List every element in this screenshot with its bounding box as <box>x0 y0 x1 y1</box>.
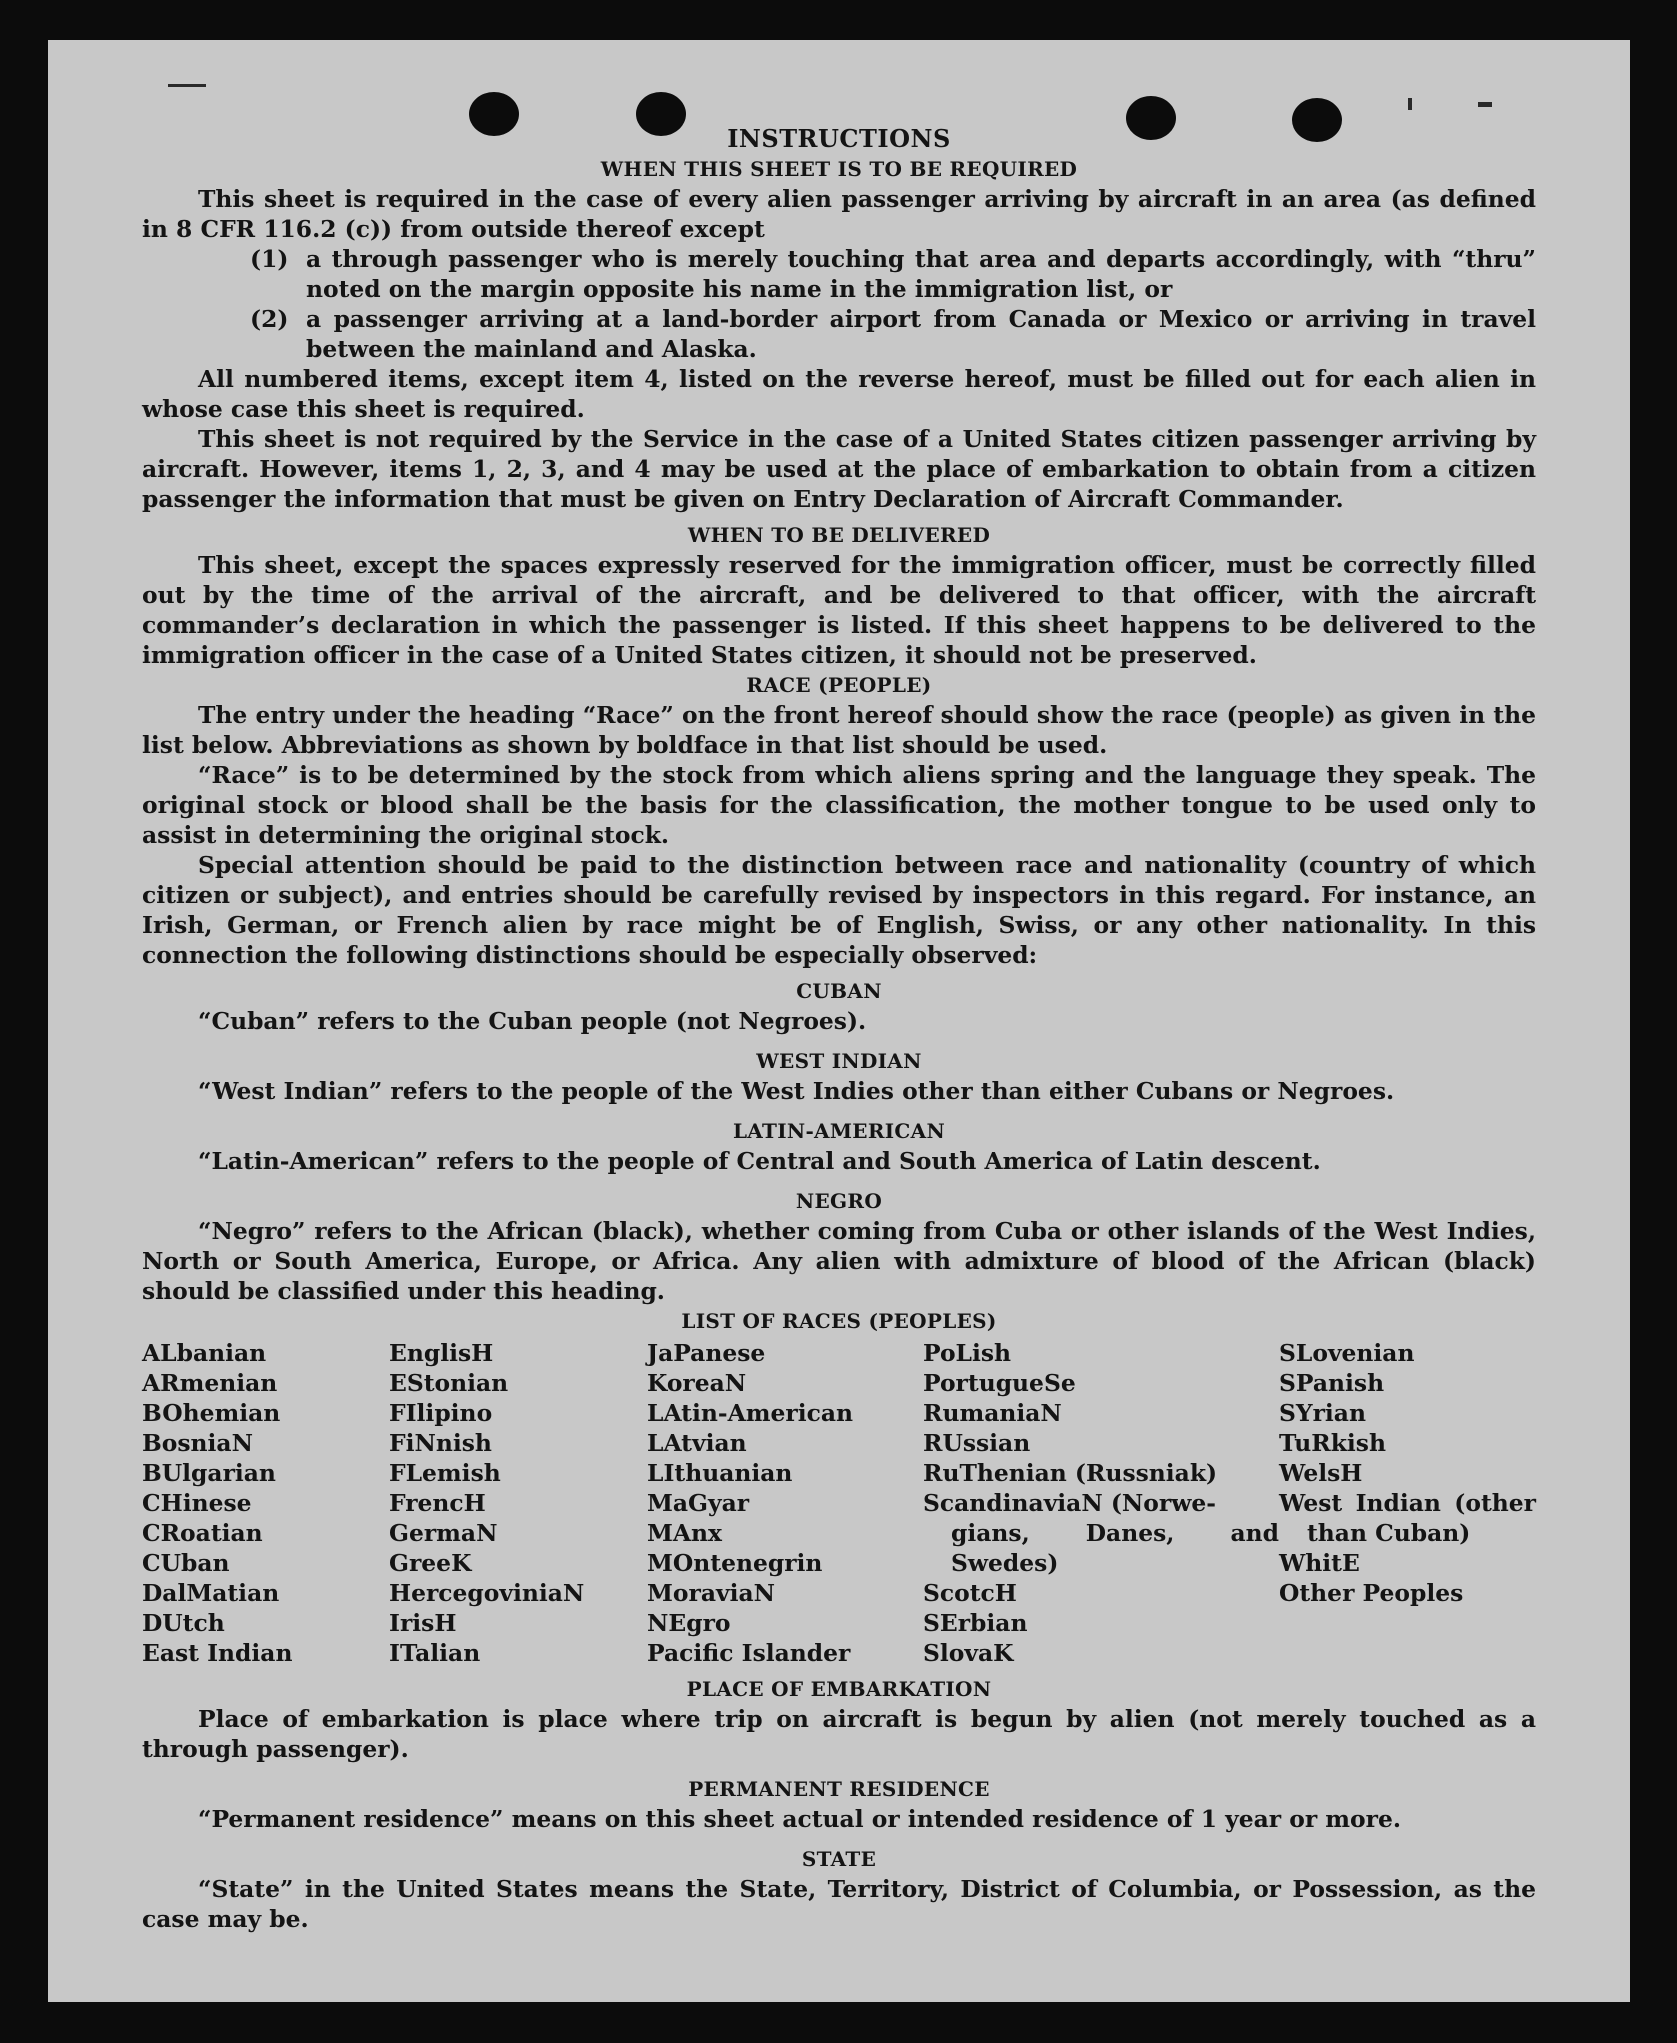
scan-speck <box>1478 102 1492 107</box>
paragraph: “Latin-American” refers to the people of Central and South America of Latin descent. <box>198 1147 1321 1175</box>
paragraph: “Negro” refers to the African (black), whether coming from Cuba or other islands of the West Indies, North or South America, Europe, or Africa. Any alien with admixture of blood of the African (black) should be classified under this heading. <box>142 1217 1536 1305</box>
race-list-item: NEgro <box>647 1609 731 1637</box>
section-heading-race: RACE (PEOPLE) <box>746 673 932 697</box>
scan-speck <box>1408 98 1412 110</box>
race-list-item: MAnx <box>647 1519 722 1547</box>
race-column <box>647 1338 923 1668</box>
race-list-item: SlovaK <box>923 1639 1014 1667</box>
race-list-item: TuRkish <box>1279 1429 1386 1457</box>
race-list-item: ScotcH <box>923 1579 1017 1607</box>
page-title: INSTRUCTIONS <box>727 124 951 153</box>
race-list-item: LAtin-American <box>647 1399 853 1427</box>
race-list-item: ScandinaviaN (Norwe- <box>923 1489 1216 1517</box>
paragraph: “Race” is to be determined by the stock from which aliens spring and the language they speak. The original stock or blood shall be the basis for the classification, the mother tongue to be used only to assist in determining the original stock. <box>142 761 1536 849</box>
race-list-item: Other Peoples <box>1279 1579 1464 1607</box>
section-heading-latin-american: LATIN-AMERICAN <box>732 1119 946 1143</box>
race-column <box>923 1338 1279 1668</box>
paragraph: The entry under the heading “Race” on the front hereof should show the race (people) as given in the list below. Abbreviations as shown by boldface in that list should be used. <box>142 701 1536 759</box>
race-list-item: PoLish <box>923 1339 1012 1367</box>
section-heading-state: STATE <box>801 1847 877 1871</box>
section-heading-negro: NEGRO <box>795 1189 883 1213</box>
race-list-item: WhitE <box>1279 1549 1360 1577</box>
paragraph: This sheet is not required by the Service in the case of a United States citizen passenger arriving by aircraft. However, items 1, 2, 3, and 4 may be used at the place of embarkation to obtain from a citizen passenger the information that must be given on Entry Declaration of Aircraft Commander. <box>142 425 1536 513</box>
race-list-item: DalMatian <box>142 1579 280 1607</box>
section-heading-required: WHEN THIS SHEET IS TO BE REQUIRED <box>600 157 1078 181</box>
race-list <box>142 1338 1536 1668</box>
race-list-item: MoraviaN <box>647 1579 775 1607</box>
race-list-item: BUlgarian <box>142 1459 276 1487</box>
paragraph: “State” in the United States means the State, Territory, District of Columbia, or Possession, as the case may be. <box>142 1875 1536 1933</box>
race-list-item: BOhemian <box>142 1399 281 1427</box>
race-list-item: RUssian <box>923 1429 1031 1457</box>
instructions-content <box>142 124 1536 1934</box>
item-number: (2) <box>250 305 289 333</box>
race-list-item: ITalian <box>389 1639 481 1667</box>
exception-item <box>142 244 1536 304</box>
race-list-item: ARmenian <box>142 1369 278 1397</box>
item-number: (1) <box>250 245 289 273</box>
race-list-item: EStonian <box>389 1369 509 1397</box>
race-list-item: IrisH <box>389 1609 457 1637</box>
paragraph: This sheet, except the spaces expressly reserved for the immigration officer, must be correctly filled out by the time of the arrival of the aircraft, and be delivered to that officer, with the aircraft commander’s declaration in which the passenger is listed. If this sheet happens to be delivered to the immigration officer in the case of a United States citizen, it should not be preserved. <box>142 551 1536 669</box>
paragraph: Place of embarkation is place where trip on aircraft is begun by alien (not merely touched as a through passenger). <box>142 1705 1536 1763</box>
race-list-item: East Indian <box>142 1639 293 1667</box>
item-text: a passenger arriving at a land-border airport from Canada or Mexico or arriving in travel between the mainland and Alaska. <box>306 305 1536 363</box>
race-list-item: MOntenegrin <box>647 1549 823 1577</box>
race-list-item-continuation: than Cuban) <box>1307 1519 1471 1547</box>
race-list-item: GreeK <box>389 1549 472 1577</box>
paragraph: “Permanent residence” means on this sheet actual or intended residence of 1 year or more. <box>198 1805 1401 1833</box>
section-heading-residence: PERMANENT RESIDENCE <box>688 1777 990 1801</box>
paragraph: “West Indian” refers to the people of the West Indies other than either Cubans or Negroes. <box>198 1077 1395 1105</box>
race-list-item: RumaniaN <box>923 1399 1062 1427</box>
race-list-item: SLovenian <box>1279 1339 1415 1367</box>
race-list-item: JaPanese <box>647 1339 766 1367</box>
race-list-item: CRoatian <box>142 1519 263 1547</box>
section-heading-list-of-races: LIST OF RACES (PEOPLES) <box>681 1309 997 1333</box>
race-list-item: HercegoviniaN <box>389 1579 585 1607</box>
race-list-item: MaGyar <box>647 1489 750 1517</box>
race-list-item: FrencH <box>389 1489 486 1517</box>
race-column <box>1279 1338 1536 1668</box>
race-list-item: LAtvian <box>647 1429 747 1457</box>
race-list-item: KoreaN <box>647 1369 747 1397</box>
document-sheet <box>48 40 1630 2002</box>
race-list-item: PortugueSe <box>923 1369 1076 1397</box>
section-heading-west-indian: WEST INDIAN <box>756 1049 922 1073</box>
section-heading-cuban: CUBAN <box>796 979 882 1003</box>
race-list-item: SPanish <box>1279 1369 1385 1397</box>
race-list-item-continuation: gians, Danes, and <box>951 1519 1279 1547</box>
race-list-item: CHinese <box>142 1489 252 1517</box>
race-list-item: SErbian <box>923 1609 1028 1637</box>
paragraph: Special attention should be paid to the distinction between race and nationality (country of which citizen or subject), and entries should be carefully revised by inspectors in this regard. For instance, an Irish, German, or French alien by race might be of English, Swiss, or any other nationality. In this connection the following distinctions should be especially observed: <box>142 851 1536 969</box>
race-list-item: Pacific Islander <box>647 1639 851 1667</box>
race-list-item: GermaN <box>389 1519 498 1547</box>
race-column <box>389 1338 647 1668</box>
race-list-item: SYrian <box>1279 1399 1366 1427</box>
paragraph: All numbered items, except item 4, listed on the reverse hereof, must be filled out for each alien in whose case this sheet is required. <box>142 365 1536 423</box>
race-list-item: LIthuanian <box>647 1459 793 1487</box>
section-heading-embarkation: PLACE OF EMBARKATION <box>686 1677 992 1701</box>
race-list-item: DUtch <box>142 1609 225 1637</box>
scan-speck <box>168 84 206 87</box>
paragraph: This sheet is required in the case of every alien passenger arriving by aircraft in an area (as defined in 8 CFR 116.2 (c)) from outside thereof except <box>142 185 1536 243</box>
paragraph: “Cuban” refers to the Cuban people (not Negroes). <box>198 1007 867 1035</box>
race-list-item: BosniaN <box>142 1429 253 1457</box>
race-list-item: FLemish <box>389 1459 501 1487</box>
race-list-item: RuThenian (Russniak) <box>923 1459 1218 1487</box>
race-list-item: FIlipino <box>389 1399 493 1427</box>
item-text: a through passenger who is merely touching that area and departs accordingly, with “thru” noted on the margin opposite his name in the immigration list, or <box>306 245 1536 303</box>
race-column <box>142 1338 389 1668</box>
race-list-item: EnglisH <box>389 1339 494 1367</box>
race-list-item: ALbanian <box>142 1339 267 1367</box>
race-list-item: WelsH <box>1279 1459 1363 1487</box>
exception-item <box>142 304 1536 364</box>
race-list-item: CUban <box>142 1549 230 1577</box>
section-heading-delivered: WHEN TO BE DELIVERED <box>687 523 991 547</box>
race-list-item: West Indian (other <box>1279 1489 1536 1517</box>
race-list-item: FiNnish <box>389 1429 492 1457</box>
race-list-item-continuation: Swedes) <box>951 1549 1059 1577</box>
